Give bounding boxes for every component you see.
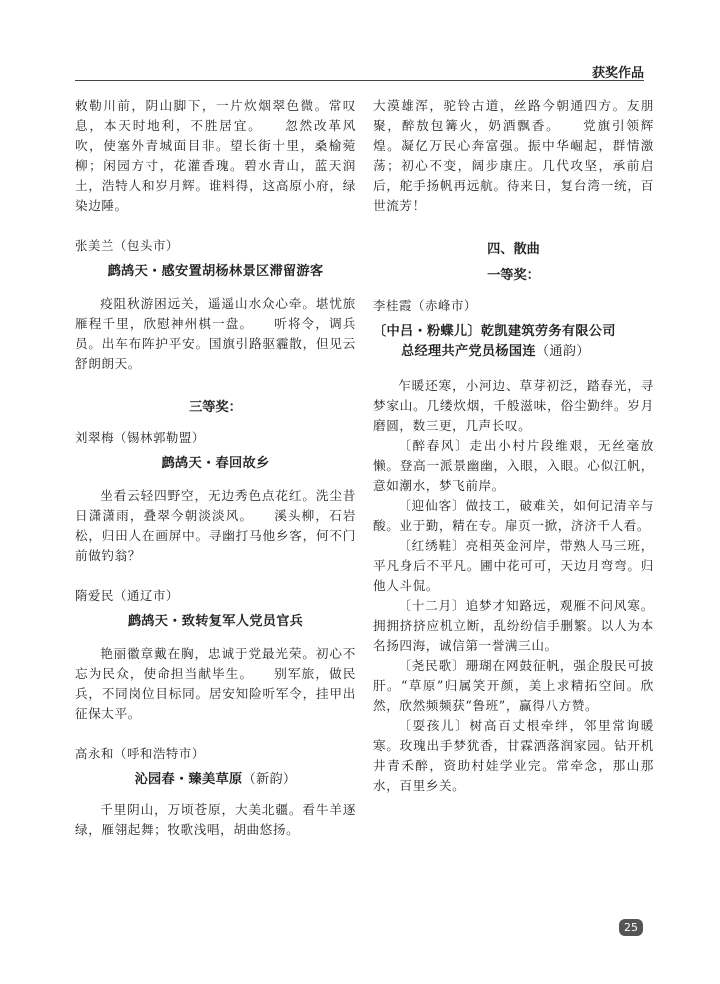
poem-text: 〔十二月〕追梦才知路远，观雁不问风寒。拥拥挤挤应机立断，乱纷纷信手删繁。以人为本名扬四海，诚信第一誉满三山。 xyxy=(373,598,654,653)
rhyme-note: （新韵） xyxy=(242,772,297,787)
poem-text: 〔迎仙客〕做技工，破难关，如何记清辛与酸。业于勤，精在专。扉页一掀，济济千人看。 xyxy=(373,498,654,533)
poem-title-text: 沁园春・臻美草原 xyxy=(134,772,243,787)
author-name: 隋爱民（通辽市） xyxy=(75,588,179,603)
poem-text: 敕勒川前，阴山脚下，一片炊烟翠色微。常叹息，本天时地利，不胜居宜。 忽然改革风吹，使塞外青城面目非。望长街十里，桑榆菀柳；闲园方寸，花灌香瑰。碧水青山，蓝天润土，浩特人和岁月辉。谁料得，这高原小府，绿染边陲。 xyxy=(75,98,356,213)
category-heading: 四、散曲 xyxy=(487,242,540,257)
poem-title-text: 总经理共产党员杨国连 xyxy=(401,344,536,359)
poem-title xyxy=(75,770,356,790)
author-name: 张美兰（包头市） xyxy=(75,238,179,253)
poem-text: 大漠雄浑，驼铃古道，丝路今朝通四方。友朋聚，醉敖包篝火，奶酒飘香。 党旗引领辉煌。凝亿万民心奔富强。振中华崛起，群情激荡；初心不变，阔步康庄。几代攻坚，承前启后，舵手扬帆再远航。待来日，复台湾一统，百世流芳！ xyxy=(373,98,654,213)
right-column xyxy=(373,96,654,796)
left-column xyxy=(75,96,356,840)
poem-text: 艳丽徽章戴在胸，忠诚于党最光荣。初心不忘为民众，使命担当献毕生。 别军旅，做民兵，不同岗位目标同。居安知险听军令，挂甲出征保太平。 xyxy=(75,646,356,721)
poem-text: 乍暖还寒，小河边、草芽初泛，踏春光，寻梦家山。几缕炊烟，千般滋味，俗尘勤绊。岁月磨圆，数三更，几声长叹。 xyxy=(373,378,654,433)
page-number: 25 xyxy=(619,919,643,936)
award-heading: 三等奖： xyxy=(189,400,242,415)
poem-text: 〔耍孩儿〕树高百丈根牵绊，邻里常询暖寒。玫瑰出手梦犹香，甘霖洒落润家园。钻开机井青禾醉，资助村娃学业完。常牵念，那山那水，百里乡关。 xyxy=(373,718,654,793)
poem-text: 千里阴山，万顷苍原，大美北疆。看牛羊逐绿，雁翎起舞；牧歌浅唱，胡曲悠扬。 xyxy=(75,802,356,837)
poem-text: 〔尧民歌〕珊瑚在网鼓征帆，强企殷民可披肝。“草原”归属笑开颜，美上求精拓空间。欣然，欣然频频获“鲁班”，赢得八方赞。 xyxy=(373,658,654,713)
poem-title-line2 xyxy=(373,342,654,362)
poem-text: 坐看云轻四野空，无边秀色点花红。洗尘昔日潇潇雨，叠翠今朝淡淡风。 溪头柳，石岩松，归田人在画屏中。寻幽打马他乡客，何不门前做钓翁？ xyxy=(75,488,356,563)
award-heading: 一等奖： xyxy=(487,268,540,283)
header-rule xyxy=(75,80,644,81)
poem-title: 鹧鸪天・感安置胡杨林景区滞留游客 xyxy=(107,264,324,279)
author-name: 高永和（呼和浩特市） xyxy=(75,746,205,761)
section-label: 获奖作品 xyxy=(591,66,644,81)
poem-title: 鹧鸪天・致转复军人党员官兵 xyxy=(127,614,304,629)
poem-text: 〔红绣鞋〕亮相英金河岸，带熟人马三班，平凡身后不平凡。圃中花可可，天边月弯弯。归他人斗侃。 xyxy=(373,538,654,593)
poem-title: 〔中吕・粉蝶儿〕乾凯建筑劳务有限公司 xyxy=(373,324,616,339)
poem-title: 鹧鸪天・春回故乡 xyxy=(161,456,270,471)
author-name: 刘翠梅（锡林郭勒盟） xyxy=(75,430,205,445)
poem-text: 疫阻秋游困远关，遥遥山水众心牵。堪忧旅雁程千里，欣慰神州棋一盘。 听将令，调兵员。出车布阵护平安。国旗引路驱霾散，但见云舒朗朗天。 xyxy=(75,296,356,371)
author-name: 李桂霞（赤峰市） xyxy=(373,298,477,313)
rhyme-note: （通韵） xyxy=(535,344,590,359)
poem-text: 〔醉春风〕走出小村片段维艰，无丝毫放懒。登高一派景幽幽，入眼，入眼。心似江帆，意如潮水，梦飞前岸。 xyxy=(373,438,654,493)
